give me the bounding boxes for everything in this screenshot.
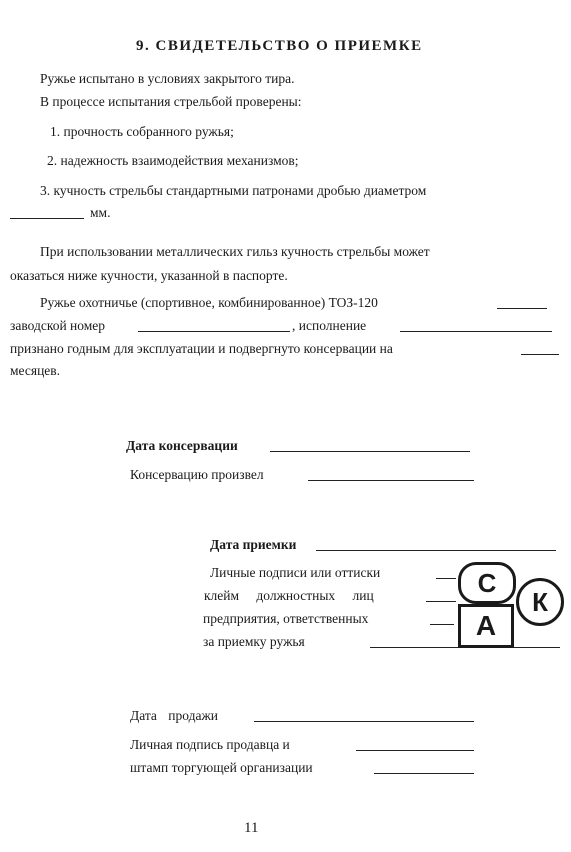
gun-version-label: , исполнение bbox=[292, 318, 367, 333]
months-blank bbox=[521, 354, 559, 355]
acceptance-date-blank bbox=[316, 550, 556, 551]
stamp-c bbox=[458, 562, 516, 604]
signature-blank-3 bbox=[430, 624, 454, 625]
signatures-line-1: Личные подписи или оттиски bbox=[210, 565, 381, 580]
seller-line-2: штамп торгующей организации bbox=[130, 760, 313, 775]
gun-serial-label: заводской номер bbox=[10, 318, 106, 333]
stamp-k bbox=[516, 578, 564, 626]
gun-line-1: Ружье охотничье (спортивное, комбинированное) ТОЗ-120 bbox=[40, 295, 378, 310]
signature-blank-2 bbox=[426, 601, 456, 602]
signature-blank-1 bbox=[436, 578, 456, 579]
conserved-by-blank bbox=[308, 480, 474, 481]
intro-line-2: В процессе испытания стрельбой проверены: bbox=[40, 94, 302, 109]
gun-model-blank bbox=[497, 308, 547, 309]
stamp-c-letter: С bbox=[477, 568, 497, 598]
acceptance-date-label: Дата приемки bbox=[210, 537, 297, 552]
intro-line-1: Ружье испытано в условиях закрытого тира. bbox=[40, 71, 295, 86]
sale-date-label: Дата продажи bbox=[130, 708, 219, 723]
gun-line-4: месяцев. bbox=[10, 363, 61, 378]
conserved-by-label: Консервацию произвел bbox=[130, 467, 264, 482]
signatures-line-2: клейм должностных лиц bbox=[204, 588, 374, 603]
conservation-date-label: Дата консервации bbox=[126, 438, 238, 453]
gun-serial-blank bbox=[138, 331, 290, 332]
gun-line-3: признано годным для эксплуатации и подвергнуто консервации на bbox=[10, 341, 393, 356]
stamp-a bbox=[458, 604, 514, 648]
diameter-blank bbox=[10, 218, 84, 219]
stamp-k-letter: К bbox=[532, 587, 548, 617]
signatures-line-4: за приемку ружья bbox=[203, 634, 305, 649]
conservation-date-blank bbox=[270, 451, 470, 452]
sale-date-blank bbox=[254, 721, 474, 722]
seller-signature-blank bbox=[356, 750, 474, 751]
check-item-1: 1. прочность собранного ружья; bbox=[50, 124, 234, 139]
gun-version-blank bbox=[400, 331, 552, 332]
seller-line-1: Личная подпись продавца и bbox=[130, 737, 290, 752]
signatures-line-3: предприятия, ответственных bbox=[203, 611, 369, 626]
page-number: 11 bbox=[244, 820, 259, 836]
check-item-2: 2. надежность взаимодействия механизмов; bbox=[47, 153, 299, 168]
diameter-unit: мм. bbox=[90, 205, 111, 220]
page-title: 9. СВИДЕТЕЛЬСТВО О ПРИЕМКЕ bbox=[136, 38, 423, 54]
note-line-1: При использовании металлических гильз кучность стрельбы может bbox=[40, 244, 430, 259]
seller-stamp-blank bbox=[374, 773, 474, 774]
check-item-3: 3. кучность стрельбы стандартными патронами дробью диаметром bbox=[40, 183, 427, 198]
note-line-2: оказаться ниже кучности, указанной в паспорте. bbox=[10, 268, 288, 283]
stamp-a-letter: А bbox=[475, 610, 497, 641]
